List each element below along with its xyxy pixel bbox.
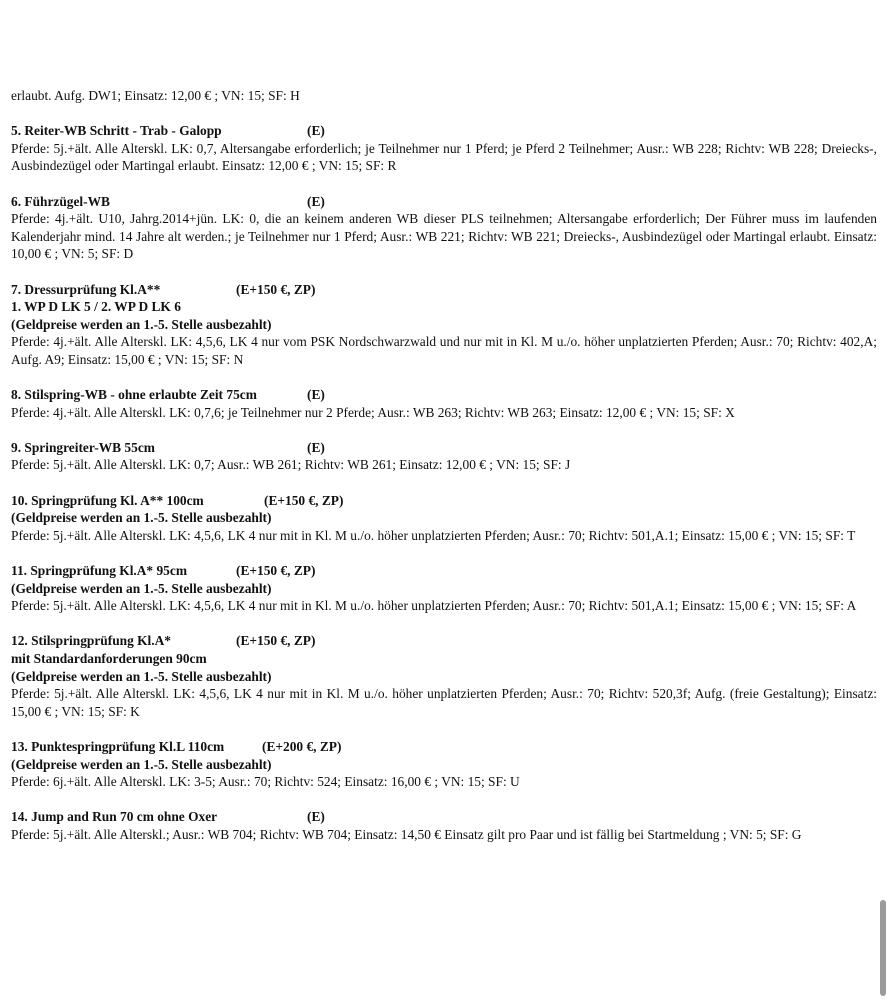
prize-note: (Geldpreise werden an 1.-5. Stelle ausbezahlt) (11, 510, 272, 526)
competition-description: Pferde: 5j.+ält. Alle Alterskl. LK: 4,5,6, LK 4 nur mit in Kl. M u./o. höher unplatzierten Pferden; Ausr.: 70; Richtv: 501,A.1; Einsatz: 15,00 € ; VN: 15; SF: T (11, 527, 856, 543)
scrollbar-thumb[interactable] (880, 900, 886, 996)
competition-entry-11 (11, 562, 877, 615)
competition-entry-5 (11, 122, 877, 175)
competition-tag: (E+150 €, ZP) (236, 633, 316, 649)
competition-description: Pferde: 6j.+ält. Alle Alterskl. LK: 3-5; Ausr.: 70; Richtv: 524; Einsatz: 16,00 € ; VN: 15; SF: U (11, 774, 520, 790)
competition-title: 12. Stilspringprüfung Kl.A* (11, 633, 171, 649)
competition-header (11, 122, 877, 140)
competition-header (11, 632, 877, 650)
competition-header (11, 738, 877, 756)
competition-tag: (E+150 €, ZP) (236, 563, 316, 579)
competition-entry-13 (11, 738, 877, 791)
competition-entry-14 (11, 808, 877, 843)
prize-note: (Geldpreise werden an 1.-5. Stelle ausbezahlt) (11, 316, 272, 332)
competition-entry-7 (11, 281, 877, 369)
competition-tag: (E+150 €, ZP) (236, 281, 316, 297)
competition-title: 10. Springprüfung Kl. A** 100cm (11, 492, 204, 508)
competition-header (11, 386, 877, 404)
competition-tag: (E+150 €, ZP) (264, 492, 344, 508)
competition-title: 7. Dressurprüfung Kl.A** (11, 281, 161, 297)
competition-description: Pferde: 5j.+ält. Alle Alterskl. LK: 4,5,6, LK 4 nur mit in Kl. M u./o. höher unplatzierten Pferden; Ausr.: 70; Richtv: 501,A.1; Einsatz: 15,00 € ; VN: 15; SF: A (11, 598, 857, 614)
competition-tag: (E) (307, 809, 325, 825)
competition-entry-6 (11, 193, 877, 263)
competition-title: 11. Springprüfung Kl.A* 95cm (11, 563, 187, 579)
competition-header (11, 439, 877, 457)
competition-title: 5. Reiter-WB Schritt - Trab - Galopp (11, 123, 222, 139)
prize-note: (Geldpreise werden an 1.-5. Stelle ausbezahlt) (11, 756, 272, 772)
competition-title: 9. Springreiter-WB 55cm (11, 439, 155, 455)
prize-note: (Geldpreise werden an 1.-5. Stelle ausbezahlt) (11, 580, 272, 596)
competition-title: 13. Punktespringprüfung Kl.L 110cm (11, 738, 225, 754)
competition-header (11, 492, 877, 510)
competition-description: Pferde: 5j.+ält. Alle Alterskl. LK: 4,5,6, LK 4 nur mit in Kl. M u./o. höher unplatzierten Pferden; Ausr.: 70; Richtv: 520,3f; Aufg. (freie Gestaltung); Einsatz: 15,00 € ; VN: 15; SF: K (11, 686, 877, 719)
competition-description: Pferde: 4j.+ält. U10, Jahrg.2014+jün. LK: 0, die an keinem anderen WB dieser PLS teilnehmen; Altersangabe erforderlich; Der Führer muss im laufenden Kalenderjahr mind. 14 Jahre alt werden.; je Teilnehmer nur 1 Pferd; Ausr.: WB 221; Richtv: WB 221; Dreiecks-, Ausbindezügel oder Martingal erlaubt. Einsatz: 10,00 € ; VN: 5; SF: D (11, 211, 877, 262)
document-page (11, 87, 877, 844)
competition-description: Pferde: 4j.+ält. Alle Alterskl. LK: 0,7,6; je Teilnehmer nur 2 Pferde; Ausr.: WB 263; Richtv: WB 263; Einsatz: 12,00 € ; VN: 15; SF: X (11, 404, 735, 420)
competition-title: 6. Führzügel-WB (11, 193, 110, 209)
competition-description: Pferde: 5j.+ält. Alle Alterskl. LK: 0,7; Ausr.: WB 261; Richtv: WB 261; Einsatz: 12,00 € ; VN: 15; SF: J (11, 457, 571, 473)
competition-tag: (E) (307, 387, 325, 403)
competition-entry-9 (11, 439, 877, 474)
competition-entry-10 (11, 492, 877, 545)
competition-description: Pferde: 5j.+ält. Alle Alterskl.; Ausr.: WB 704; Richtv: WB 704; Einsatz: 14,50 € Einsatz gilt pro Paar und ist fällig bei Startmeldung ; VN: 5; SF: G (11, 826, 802, 842)
competition-header (11, 808, 877, 826)
competition-description: Pferde: 4j.+ält. Alle Alterskl. LK: 4,5,6, LK 4 nur vom PSK Nordschwarzwald und nur mit in Kl. M u./o. höher unplatzierten Pferden; Ausr.: 70; Richtv: 402,A; Aufg. A9; Einsatz: 15,00 € ; VN: 15; SF: N (11, 334, 877, 367)
competition-description: Pferde: 5j.+ält. Alle Alterskl. LK: 0,7, Altersangabe erforderlich; je Teilnehmer nur 1 Pferd; je Pferd 2 Teilnehmer; Ausr.: WB 228; Richtv: WB 228; Dreiecks-, Ausbindezügel oder Martingal erlaubt. Einsatz: 12,00 € ; VN: 15; SF: R (11, 140, 877, 174)
competition-header (11, 281, 877, 299)
competition-tag: (E) (307, 193, 325, 209)
competition-header (11, 193, 877, 211)
continuation-text: erlaubt. Aufg. DW1; Einsatz: 12,00 € ; VN: 15; SF: H (11, 88, 300, 103)
prize-note: (Geldpreise werden an 1.-5. Stelle ausbezahlt) (11, 668, 272, 684)
competition-header (11, 562, 877, 580)
competition-subtitle: 1. WP D LK 5 / 2. WP D LK 6 (11, 299, 181, 315)
competition-tag: (E+200 €, ZP) (262, 738, 342, 754)
competition-subtitle: mit Standardanforderungen 90cm (11, 651, 207, 666)
competition-tag: (E) (307, 123, 325, 139)
competition-entry-8 (11, 386, 877, 421)
competition-entry-12 (11, 632, 877, 720)
competition-tag: (E) (307, 439, 325, 455)
competition-title: 8. Stilspring-WB - ohne erlaubte Zeit 75cm (11, 387, 257, 403)
competition-title: 14. Jump and Run 70 cm ohne Oxer (11, 809, 218, 825)
